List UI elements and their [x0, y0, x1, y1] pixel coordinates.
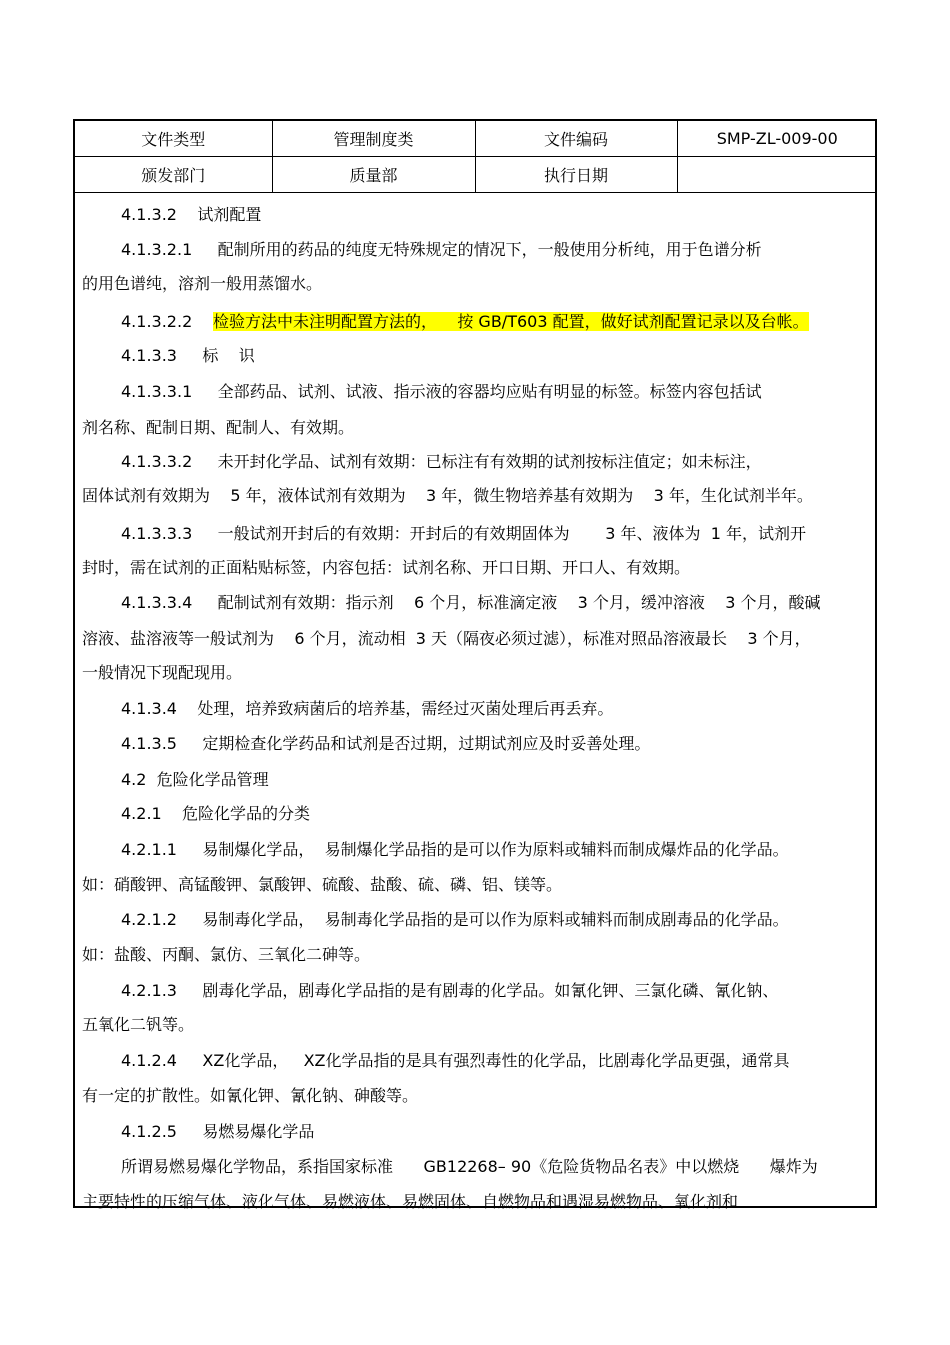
text-line: 4.1.3.3.4 配制试剂有效期：指示剂 6 个月，标准滴定液 3 个月，缓冲溶液 3 个月，酸碱 [121, 593, 821, 612]
text-line: 固体试剂有效期为 5 年，液体试剂有效期为 3 年，微生物培养基有效期为 3 年，生化试剂半年。 [82, 486, 813, 505]
highlighted-text [213, 311, 809, 333]
text-line: 4.2.1.2 易制毒化学品， 易制毒化学品指的是可以作为原料或辅料而制成剧毒品的化学品。 [121, 910, 789, 929]
text-line: 4.1.2.4 XZ化学品， XZ化学品指的是具有强烈毒性的化学品，比剧毒化学品更强，通常具 [121, 1051, 790, 1070]
text-line: 4.1.3.3.1 全部药品、试剂、试液、指示液的容器均应贴有明显的标签。标签内容包括试 [121, 382, 762, 401]
header-value-exec-date [677, 157, 877, 193]
text-line: 4.2.1.1 易制爆化学品， 易制爆化学品指的是可以作为原料或辅料而制成爆炸品的化学品。 [121, 840, 789, 859]
text-line: 4.1.2.5 易燃易爆化学品 [121, 1122, 315, 1141]
header-label-dept: 颁发部门 [75, 157, 272, 193]
text-line: 4.2 危险化学品管理 [121, 770, 269, 789]
highlight-span: 检验方法中未注明配置方法的， 按 GB/T603 配置，做好试剂配置记录以及台帐。 [213, 312, 809, 331]
text-line: 的用色谱纯，溶剂一般用蒸馏水。 [82, 274, 323, 293]
header-value-doc-type: 管理制度类 [272, 121, 475, 157]
text-line: 4.2.1.3 剧毒化学品，剧毒化学品指的是有剧毒的化学品。如氰化钾、三氯化磷、氰化钠、 [121, 981, 779, 1000]
text-line: 4.1.3.3.2 未开封化学品、试剂有效期：已标注有有效期的试剂按标注值定；如未标注， [121, 452, 762, 471]
text-line: 溶液、盐溶液等一般试剂为 6 个月，流动相 3 天（隔夜必须过滤），标准对照品溶液最长 3 个月， [82, 629, 811, 648]
text-line: 4.1.3.5 定期检查化学药品和试剂是否过期，过期试剂应及时妥善处理。 [121, 734, 651, 753]
text-line: 所谓易燃易爆化学物品，系指国家标准 GB12268– 90《危险货物品名表》中以燃烧 爆炸为 [121, 1157, 818, 1176]
text-line: 4.2.1 危险化学品的分类 [121, 804, 311, 823]
text-line: 一般情况下现配现用。 [82, 663, 243, 682]
header-label-exec-date: 执行日期 [475, 157, 677, 193]
text-line: 如：盐酸、丙酮、氯仿、三氧化二砷等。 [82, 945, 371, 964]
text-line: 有一定的扩散性。如氰化钾、氰化钠、砷酸等。 [82, 1086, 419, 1105]
text-line: 4.1.3.3 标 识 [121, 346, 255, 365]
header-value-doc-code: SMP-ZL-009-00 [677, 121, 877, 157]
header-row-1 [75, 121, 877, 157]
text-line: 4.1.3.2 试剂配置 [121, 205, 262, 224]
text-line: 五氧化二钒等。 [82, 1015, 195, 1034]
header-row-2 [75, 157, 877, 193]
document-frame [73, 119, 877, 1211]
text-line: 4.1.3.4 处理，培养致病菌后的培养基，需经过灭菌处理后再丢弃。 [121, 699, 614, 718]
text-line: 主要特性的压缩气体、液化气体、易燃液体、易燃固体、自燃物品和遇湿易燃物品、氧化剂和 [82, 1192, 739, 1211]
text-line: 封时，需在试剂的正面粘贴标签，内容包括：试剂名称、开口日期、开口人、有效期。 [82, 558, 691, 577]
header-value-dept: 质量部 [272, 157, 475, 193]
text-line: 剂名称、配制日期、配制人、有效期。 [82, 418, 355, 437]
text-line: 4.1.3.3.3 一般试剂开封后的有效期：开封后的有效期固体为 3 年、液体为 1 年，试剂开 [121, 524, 806, 543]
text-line: 4.1.3.2.2 [121, 312, 193, 331]
header-label-doc-code: 文件编码 [475, 121, 677, 157]
text-line: 如：硝酸钾、高锰酸钾、氯酸钾、硫酸、盐酸、硫、磷、铝、镁等。 [82, 875, 563, 894]
text-line: 4.1.3.2.1 配制所用的药品的纯度无特殊规定的情况下，一般使用分析纯，用于色谱分析 [121, 240, 762, 259]
header-label-doc-type: 文件类型 [75, 121, 272, 157]
header-table [75, 121, 877, 193]
